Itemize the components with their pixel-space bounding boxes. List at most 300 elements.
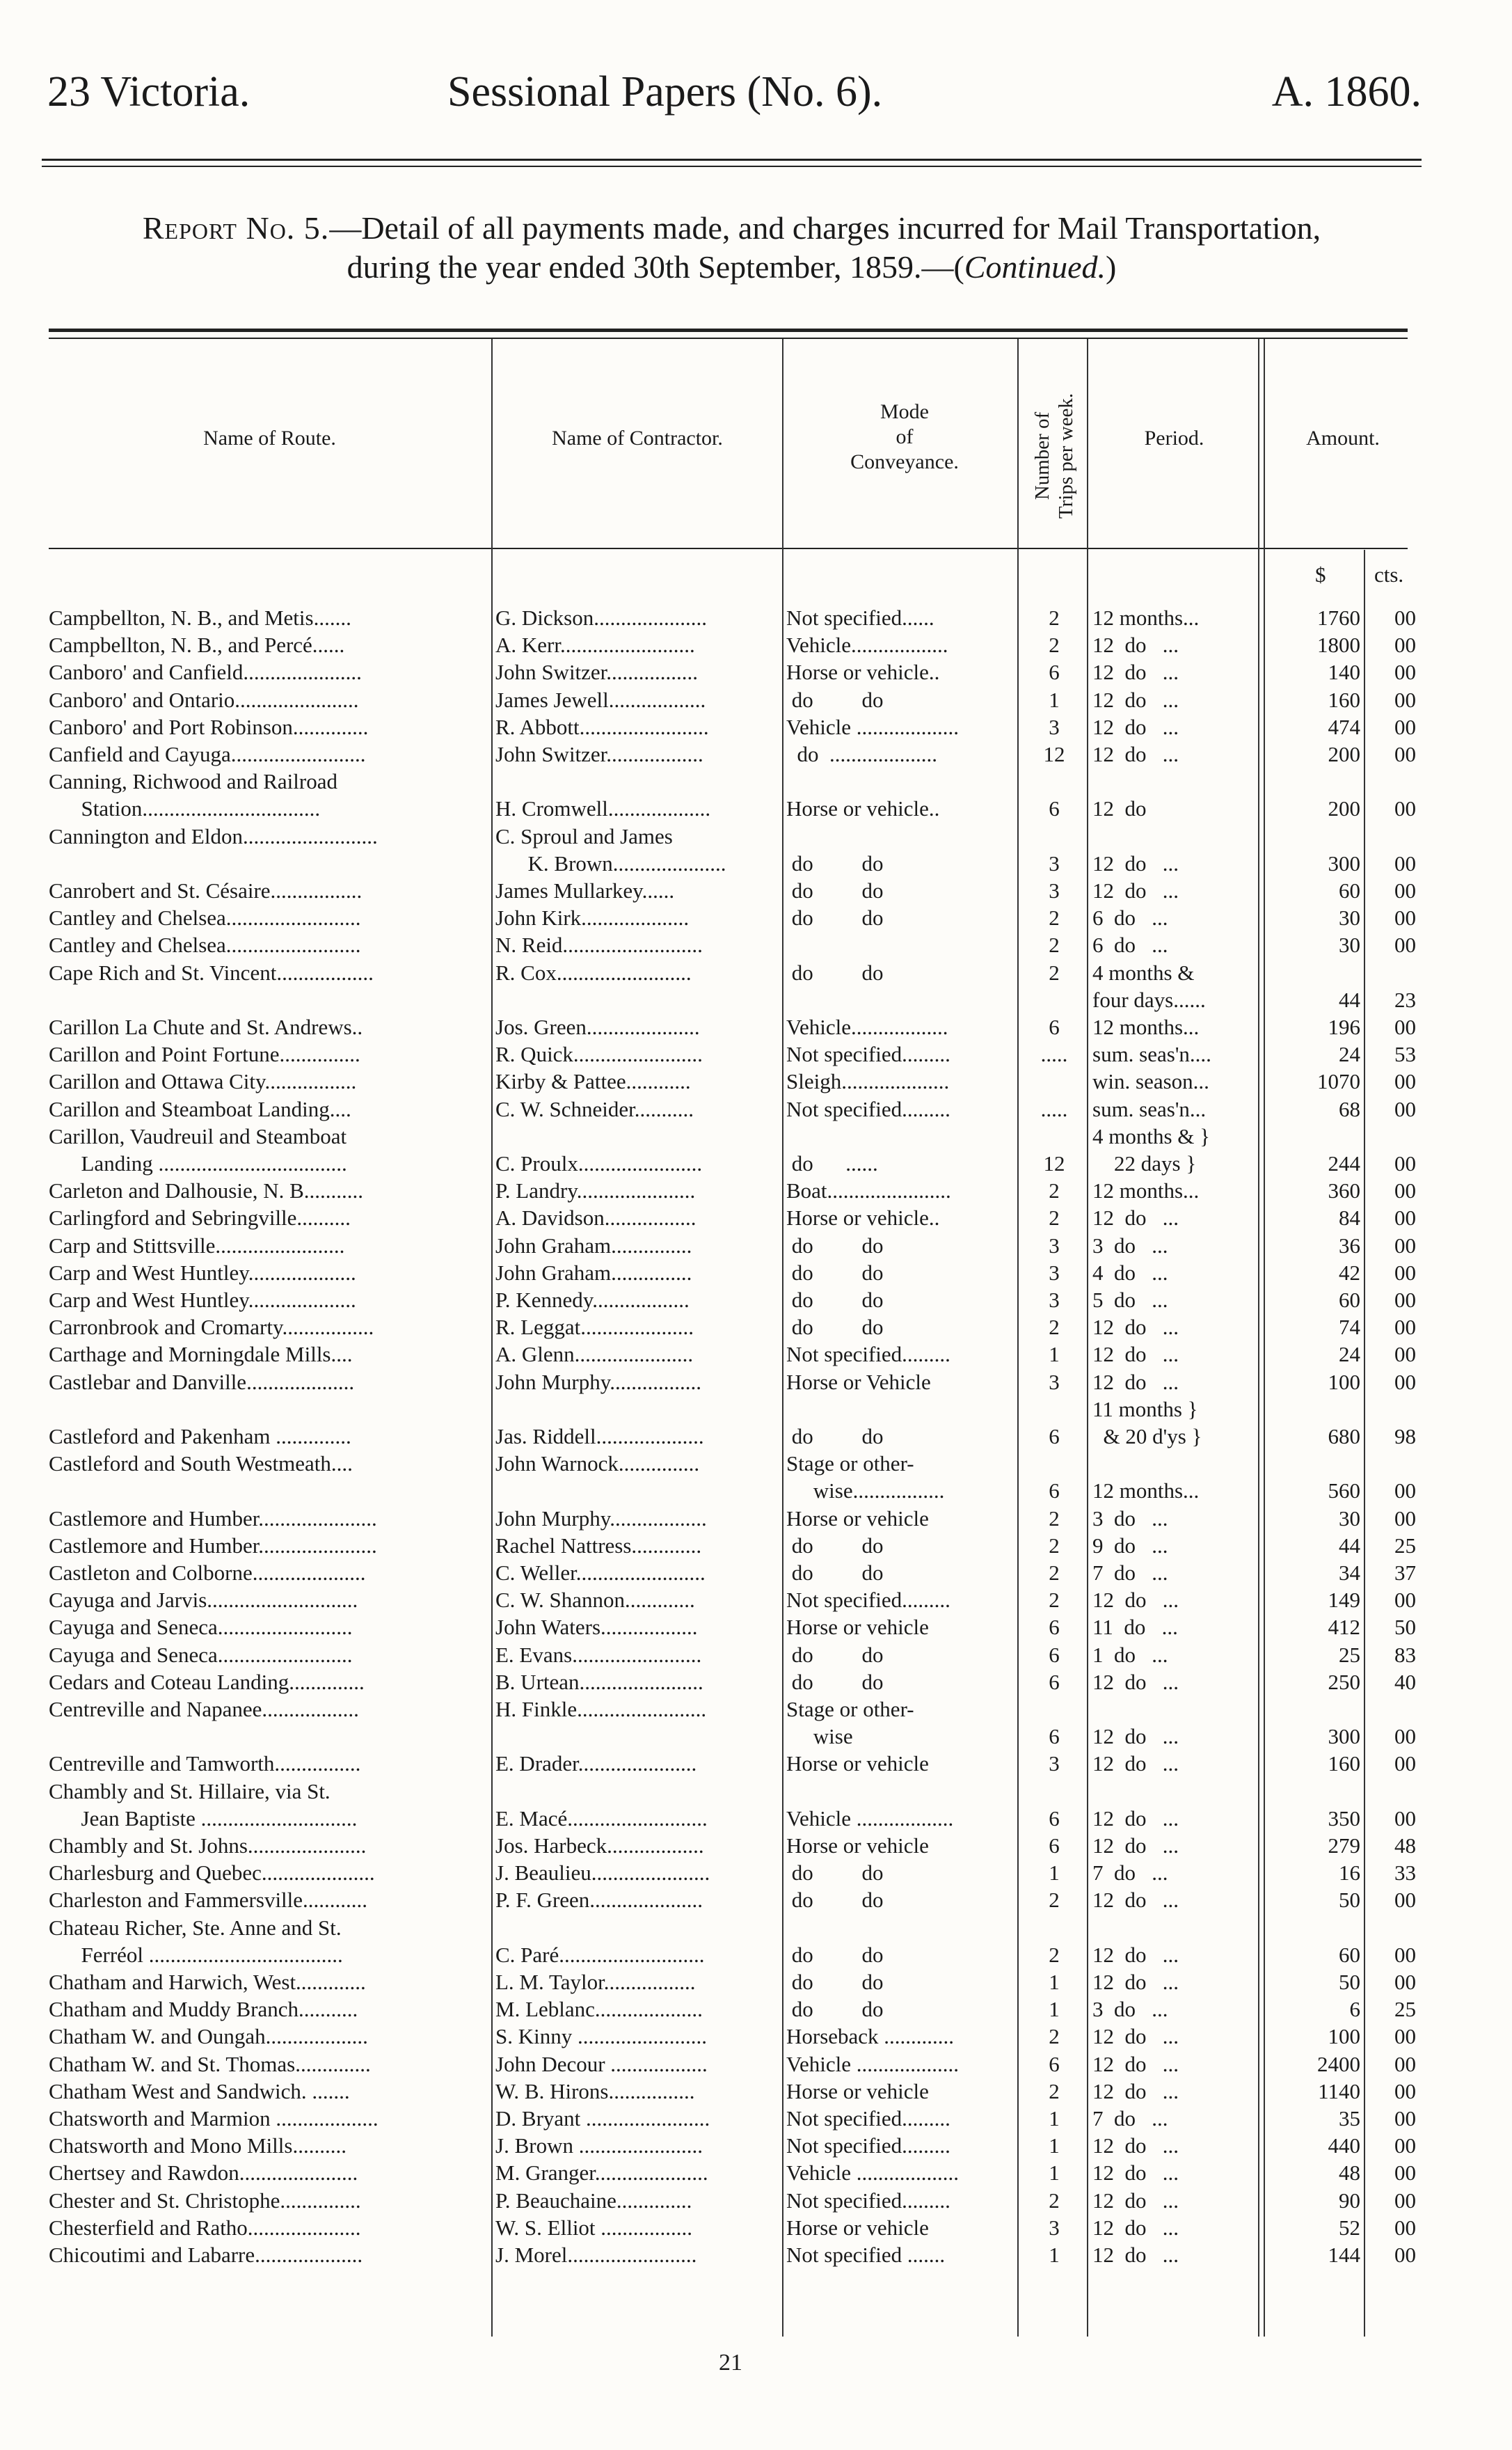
cell-contractor: B. Urtean....................... xyxy=(495,1669,703,1694)
cell-dollars: 1070 xyxy=(1317,1069,1360,1094)
cell-dollars: 300 xyxy=(1328,1724,1360,1749)
cell-mode: do do xyxy=(786,1260,884,1285)
cell-route: Centreville and Tamworth................ xyxy=(49,1751,361,1776)
cell-cents: 53 xyxy=(1394,1042,1416,1067)
cell-period: 12 do ... xyxy=(1092,1942,1179,1967)
running-header xyxy=(33,64,1422,120)
cell-dollars: 1140 xyxy=(1318,2078,1360,2103)
cell-trips: 1 xyxy=(1049,2243,1060,2267)
cell-route: Cannington and Eldon......................... xyxy=(49,823,378,848)
cell-period: 12 months... xyxy=(1092,1478,1200,1503)
cell-cents: 00 xyxy=(1394,1315,1416,1340)
cell-cents: 00 xyxy=(1394,606,1416,630)
table-row xyxy=(0,1477,1512,1504)
cell-dollars: 244 xyxy=(1328,1151,1360,1176)
cell-trips: 2 xyxy=(1049,606,1060,630)
cell-route: Chatham West and Sandwich. ....... xyxy=(49,2078,350,2103)
cell-route: Canfield and Cayuga......................... xyxy=(49,742,366,766)
cell-trips: 3 xyxy=(1049,1369,1060,1394)
cell-cents: 00 xyxy=(1394,1069,1416,1094)
cell-dollars: 279 xyxy=(1328,1833,1360,1858)
mode-header-line-1: Mode xyxy=(880,400,929,423)
cell-dollars: 250 xyxy=(1328,1669,1360,1694)
cell-dollars: 50 xyxy=(1339,1888,1360,1913)
cell-cents: 00 xyxy=(1394,1015,1416,1039)
cell-period: 12 months... xyxy=(1092,1015,1200,1039)
column-header-mode xyxy=(786,400,1023,475)
cell-cents: 00 xyxy=(1394,2243,1416,2267)
cell-period: 6 do ... xyxy=(1092,906,1168,931)
cell-contractor: John Graham............... xyxy=(495,1260,692,1285)
cell-dollars: 680 xyxy=(1328,1424,1360,1448)
cell-cents: 00 xyxy=(1394,2188,1416,2213)
cell-dollars: 60 xyxy=(1339,1942,1360,1967)
cell-route: Cantley and Chelsea......................... xyxy=(49,906,361,931)
table-row xyxy=(0,1886,1512,1913)
cell-cents: 00 xyxy=(1394,906,1416,931)
cell-trips: 2 xyxy=(1049,960,1060,985)
cell-route: Castlemore and Humber...................... xyxy=(49,1505,377,1531)
table-row xyxy=(0,741,1512,768)
header-year: A. 1860. xyxy=(1271,68,1422,116)
title-line-1 xyxy=(42,209,1422,248)
table-row xyxy=(0,904,1512,931)
cell-contractor: James Jewell.................. xyxy=(495,687,706,712)
cell-dollars: 149 xyxy=(1328,1588,1360,1613)
cell-period: 12 do ... xyxy=(1092,2160,1179,2186)
cell-route: Chatham W. and St. Thomas.............. xyxy=(49,2051,371,2076)
cell-cents: 00 xyxy=(1394,1970,1416,1994)
cell-trips: 6 xyxy=(1049,1669,1060,1694)
cell-trips: 2 xyxy=(1049,1888,1060,1913)
cell-period: four days...... xyxy=(1092,987,1206,1012)
cell-contractor: H. Cromwell................... xyxy=(495,796,711,821)
table-row xyxy=(0,986,1512,1013)
cell-cents: 00 xyxy=(1394,1342,1416,1367)
cell-trips: 2 xyxy=(1049,1178,1060,1203)
cell-dollars: 200 xyxy=(1328,796,1360,821)
table-row xyxy=(0,1778,1512,1805)
cell-contractor: P. Landry...................... xyxy=(495,1178,696,1203)
cell-period: 4 months & } xyxy=(1092,1123,1211,1148)
cell-mode: do do xyxy=(786,1424,884,1448)
cell-trips: 1 xyxy=(1049,1342,1060,1367)
cell-trips: 6 xyxy=(1049,1724,1060,1749)
cell-dollars: 6 xyxy=(1349,1997,1360,2022)
cell-trips: 6 xyxy=(1049,1642,1060,1667)
cell-cents: 00 xyxy=(1394,2133,1416,2158)
cell-mode: do .................... xyxy=(786,742,937,766)
cell-trips: 1 xyxy=(1049,1997,1060,2022)
cell-contractor: P. F. Green..................... xyxy=(495,1888,703,1913)
cell-period: 12 do ... xyxy=(1092,1369,1179,1394)
continued-label: Continued. xyxy=(964,249,1106,285)
table-row xyxy=(0,1068,1512,1095)
page-number: 21 xyxy=(719,2350,742,2376)
cell-cents: 00 xyxy=(1394,742,1416,766)
cell-period: 5 do ... xyxy=(1092,1288,1168,1312)
cell-route: Carillon La Chute and St. Andrews.. xyxy=(49,1015,363,1039)
cell-trips: 1 xyxy=(1049,2133,1060,2158)
cell-period: 12 months... xyxy=(1092,1178,1200,1203)
cell-route: Ferréol .................................... xyxy=(49,1942,343,1967)
cell-period: 12 do ... xyxy=(1092,1970,1179,1994)
cell-route: Station................................. xyxy=(49,796,321,821)
title-close: ) xyxy=(1106,249,1117,285)
table-row xyxy=(0,2105,1512,2132)
cell-trips: 1 xyxy=(1049,2160,1060,2186)
cell-cents: 00 xyxy=(1394,1260,1416,1285)
cell-trips: 3 xyxy=(1049,1751,1060,1776)
cell-route: Campbellton, N. B., and Percé...... xyxy=(49,633,345,658)
table-row xyxy=(0,686,1512,713)
cell-contractor: J. Beaulieu...................... xyxy=(495,1860,710,1886)
header-series: Sessional Papers (No. 6). xyxy=(447,68,883,116)
cell-period: 12 do ... xyxy=(1092,2024,1179,2049)
cell-contractor: Kirby & Pattee............ xyxy=(495,1069,691,1094)
table-row xyxy=(0,1150,1512,1177)
cell-contractor: R. Cox......................... xyxy=(495,960,692,985)
table-row xyxy=(0,1286,1512,1313)
cell-period: 7 do ... xyxy=(1092,1860,1168,1886)
cell-dollars: 52 xyxy=(1339,2215,1360,2240)
cell-contractor: Jos. Harbeck.................. xyxy=(495,1833,704,1858)
cell-dollars: 35 xyxy=(1339,2106,1360,2131)
cell-route: Charlesburg and Quebec..................... xyxy=(49,1860,375,1886)
cell-mode: Horse or vehicle xyxy=(786,1751,929,1776)
cell-mode: Vehicle .................. xyxy=(786,1805,954,1831)
cell-dollars: 74 xyxy=(1339,1315,1360,1340)
cell-mode: Horse or vehicle xyxy=(786,1833,929,1858)
cell-route: Chatham and Muddy Branch........... xyxy=(49,1997,358,2022)
cell-route: Castlebar and Danville.................... xyxy=(49,1369,355,1394)
table-row xyxy=(0,1259,1512,1286)
cell-cents: 00 xyxy=(1394,796,1416,821)
cell-trips: 3 xyxy=(1049,851,1060,876)
cell-period: 3 do ... xyxy=(1092,1233,1168,1258)
mode-header-line-2: of xyxy=(896,425,914,448)
cell-cents: 00 xyxy=(1394,1588,1416,1613)
table-row xyxy=(0,1805,1512,1832)
cell-route: Chatham W. and Oungah................... xyxy=(49,2024,368,2049)
cell-contractor: John Switzer.................. xyxy=(495,742,703,766)
cell-trips: 2 xyxy=(1049,1533,1060,1558)
cell-mode: Vehicle.................. xyxy=(786,1015,948,1039)
table-row xyxy=(0,2078,1512,2105)
cell-trips: 6 xyxy=(1049,1015,1060,1039)
table-row xyxy=(0,768,1512,795)
column-header-amount: Amount. xyxy=(1306,427,1380,450)
table-row xyxy=(0,1096,1512,1123)
cell-contractor: E. Macé.......................... xyxy=(495,1805,708,1831)
cell-route: Chateau Richer, Ste. Anne and St. xyxy=(49,1915,342,1940)
cell-period: 12 do ... xyxy=(1092,2078,1179,2103)
table-row xyxy=(0,658,1512,686)
cell-contractor: R. Quick........................ xyxy=(495,1042,703,1067)
cell-dollars: 412 xyxy=(1328,1615,1360,1640)
cell-trips: 3 xyxy=(1049,1288,1060,1312)
cell-cents: 00 xyxy=(1394,2051,1416,2076)
header-rule-top xyxy=(42,159,1422,161)
cell-route: Carillon and Steamboat Landing.... xyxy=(49,1096,351,1121)
cell-trips: 2 xyxy=(1049,1206,1060,1231)
cell-route: Carillon and Point Fortune............... xyxy=(49,1042,360,1067)
cell-dollars: 2400 xyxy=(1317,2051,1360,2076)
table-row xyxy=(0,2187,1512,2214)
table-row xyxy=(0,2050,1512,2078)
cell-route: Cayuga and Jarvis............................ xyxy=(49,1588,358,1613)
table-row xyxy=(0,877,1512,904)
table-row xyxy=(0,1559,1512,1586)
cell-route: Carleton and Dalhousie, N. B........... xyxy=(49,1178,364,1203)
table-row xyxy=(0,1532,1512,1559)
cell-contractor: J. Brown ....................... xyxy=(495,2133,703,2158)
cell-cents: 00 xyxy=(1394,2106,1416,2131)
cell-contractor: L. M. Taylor................. xyxy=(495,1970,696,1994)
cell-contractor: C. Proulx....................... xyxy=(495,1151,703,1176)
cell-contractor: W. B. Hirons................ xyxy=(495,2078,695,2103)
table-rule-top-thin xyxy=(49,338,1408,339)
cell-cents: 00 xyxy=(1394,1233,1416,1258)
cell-mode: Not specified...... xyxy=(786,606,934,630)
cell-cents: 00 xyxy=(1394,2078,1416,2103)
cell-dollars: 25 xyxy=(1339,1642,1360,1667)
cell-route: Canrobert and St. Césaire................. xyxy=(49,878,363,903)
cell-cents: 00 xyxy=(1394,1288,1416,1312)
table-row xyxy=(0,795,1512,822)
cell-period: sum. seas'n... xyxy=(1092,1096,1207,1121)
cell-route: Carlingford and Sebringville.......... xyxy=(49,1206,351,1231)
cell-dollars: 42 xyxy=(1339,1260,1360,1285)
cell-dollars: 196 xyxy=(1328,1015,1360,1039)
cell-cents: 00 xyxy=(1394,2215,1416,2240)
table-row xyxy=(0,1750,1512,1777)
cell-period: 7 do ... xyxy=(1092,1560,1168,1585)
title-text-2: during the year ended 30th September, 1859.—( xyxy=(347,249,964,285)
cell-trips: 2 xyxy=(1049,633,1060,658)
table-row xyxy=(0,1613,1512,1641)
table-rule-top xyxy=(49,329,1408,332)
cell-period: 12 do ... xyxy=(1092,660,1179,685)
cell-period: 12 do ... xyxy=(1092,1315,1179,1340)
cell-period: 12 do ... xyxy=(1092,1724,1179,1749)
cell-period: 12 do ... xyxy=(1092,1888,1179,1913)
cell-contractor: John Decour .................. xyxy=(495,2051,708,2076)
cell-mode: Not specified......... xyxy=(786,1342,950,1367)
cell-mode: do do xyxy=(786,1315,884,1340)
dollars-unit: $ xyxy=(1315,562,1326,587)
cell-cents: 50 xyxy=(1394,1615,1416,1640)
cell-trips: 2 xyxy=(1049,1942,1060,1967)
cell-mode: do do xyxy=(786,1860,884,1886)
cell-cents: 40 xyxy=(1394,1669,1416,1694)
column-header-period: Period. xyxy=(1144,427,1204,450)
cell-route: Carronbrook and Cromarty................. xyxy=(49,1315,374,1340)
cell-cents: 00 xyxy=(1394,714,1416,739)
cell-trips: 12 xyxy=(1043,742,1065,766)
cell-route: Castlemore and Humber...................... xyxy=(49,1533,377,1558)
cell-mode: Horse or vehicle xyxy=(786,2078,929,2103)
table-row xyxy=(0,1177,1512,1204)
cell-trips: 6 xyxy=(1049,796,1060,821)
table-row xyxy=(0,1450,1512,1477)
table-row xyxy=(0,850,1512,877)
column-header-trips xyxy=(1023,362,1085,550)
table-row xyxy=(0,959,1512,986)
cell-dollars: 24 xyxy=(1339,1342,1360,1367)
cell-mode: Horse or vehicle xyxy=(786,1615,929,1640)
cell-dollars: 30 xyxy=(1339,1505,1360,1531)
table-row xyxy=(0,2241,1512,2268)
header-volume: 23 Victoria. xyxy=(47,68,250,116)
table-row xyxy=(0,2159,1512,2186)
cell-dollars: 50 xyxy=(1339,1970,1360,1994)
cell-mode: do do xyxy=(786,1888,884,1913)
cell-trips: ..... xyxy=(1040,1042,1068,1067)
column-header-route: Name of Route. xyxy=(203,427,336,450)
cell-contractor: John Waters.................. xyxy=(495,1615,698,1640)
title-text-1: —Detail of all payments made, and charges incurred for Mail Transportation, xyxy=(329,210,1321,246)
cell-period: 12 do ... xyxy=(1092,878,1179,903)
cell-cents: 00 xyxy=(1394,2160,1416,2186)
table-row xyxy=(0,1204,1512,1231)
cell-contractor: W. S. Elliot ................. xyxy=(495,2215,693,2240)
cell-period: 12 do ... xyxy=(1092,1833,1179,1858)
title-line-2 xyxy=(42,248,1422,287)
cell-contractor: E. Evans........................ xyxy=(495,1642,702,1667)
cell-trips: 2 xyxy=(1049,933,1060,958)
cell-period: 12 do xyxy=(1092,796,1147,821)
cell-dollars: 44 xyxy=(1339,1533,1360,1558)
cell-route: Cedars and Coteau Landing.............. xyxy=(49,1669,365,1694)
cell-trips: 2 xyxy=(1049,906,1060,931)
cell-trips: 1 xyxy=(1049,1860,1060,1886)
cell-dollars: 36 xyxy=(1339,1233,1360,1258)
cell-period: 12 do ... xyxy=(1092,742,1179,766)
cell-mode: Boat....................... xyxy=(786,1178,951,1203)
cell-route: Castleford and South Westmeath.... xyxy=(49,1451,353,1476)
cell-cents: 00 xyxy=(1394,1751,1416,1776)
cell-contractor: C. Sproul and James xyxy=(495,823,673,848)
cell-trips: 3 xyxy=(1049,1233,1060,1258)
cell-mode: Sleigh.................... xyxy=(786,1069,950,1094)
report-title xyxy=(42,209,1422,287)
cell-dollars: 474 xyxy=(1328,714,1360,739)
cell-contractor: John Kirk.................... xyxy=(495,906,690,931)
cell-trips: 2 xyxy=(1049,2078,1060,2103)
header-rule-bottom xyxy=(42,166,1422,167)
cell-trips: 3 xyxy=(1049,2215,1060,2240)
table-row xyxy=(0,1123,1512,1150)
table-row xyxy=(0,1668,1512,1696)
cell-mode: do do xyxy=(786,960,884,985)
cell-period: 4 do ... xyxy=(1092,1260,1168,1285)
cell-contractor: C. W. Shannon............. xyxy=(495,1588,695,1613)
cell-period: 12 do ... xyxy=(1092,2243,1179,2267)
cell-contractor: R. Abbott........................ xyxy=(495,714,709,739)
table-row xyxy=(0,1914,1512,1941)
cell-trips: 6 xyxy=(1049,2051,1060,2076)
cell-route: Canboro' and Canfield...................... xyxy=(49,660,362,685)
cell-contractor: M. Leblanc.................... xyxy=(495,1997,703,2022)
cell-period: win. season... xyxy=(1092,1069,1209,1094)
cell-contractor: P. Beauchaine.............. xyxy=(495,2188,692,2213)
cell-cents: 25 xyxy=(1394,1533,1416,1558)
cell-route: Cayuga and Seneca......................... xyxy=(49,1615,353,1640)
cell-period: 12 do ... xyxy=(1092,1342,1179,1367)
cell-cents: 00 xyxy=(1394,1805,1416,1831)
table-row xyxy=(0,1423,1512,1450)
cell-period: 12 do ... xyxy=(1092,1751,1179,1776)
cell-cents: 00 xyxy=(1394,851,1416,876)
cell-period: 4 months & xyxy=(1092,960,1195,985)
cell-period: 11 do ... xyxy=(1092,1615,1178,1640)
table-row xyxy=(0,1696,1512,1723)
cell-period: 12 do ... xyxy=(1092,2215,1179,2240)
cell-period: 12 do ... xyxy=(1092,1669,1179,1694)
cell-mode: wise................. xyxy=(786,1478,945,1503)
table-row xyxy=(0,931,1512,958)
cell-trips: 2 xyxy=(1049,1588,1060,1613)
column-header-contractor: Name of Contractor. xyxy=(552,427,723,450)
cell-contractor: P. Kennedy.................. xyxy=(495,1288,690,1312)
cell-contractor: John Murphy................. xyxy=(495,1369,701,1394)
cell-trips: 2 xyxy=(1049,2188,1060,2213)
cell-route: Chicoutimi and Labarre.................... xyxy=(49,2243,363,2267)
table-row xyxy=(0,823,1512,850)
cell-trips: 1 xyxy=(1049,687,1060,712)
cell-route: Chester and St. Christophe............... xyxy=(49,2188,361,2213)
table-row xyxy=(0,631,1512,658)
cell-period: 9 do ... xyxy=(1092,1533,1168,1558)
cell-contractor: John Murphy.................. xyxy=(495,1505,707,1531)
table-row xyxy=(0,1723,1512,1750)
table-row xyxy=(0,1641,1512,1668)
cell-period: 12 do ... xyxy=(1092,714,1179,739)
cell-cents: 83 xyxy=(1394,1642,1416,1667)
header-bottom-rule xyxy=(49,548,1408,549)
cell-cents: 00 xyxy=(1394,1369,1416,1394)
cell-dollars: 60 xyxy=(1339,1288,1360,1312)
cell-trips: 2 xyxy=(1049,1505,1060,1531)
table-row xyxy=(0,1859,1512,1886)
cell-route: Canning, Richwood and Railroad xyxy=(49,769,337,794)
cell-mode: Not specified......... xyxy=(786,2133,950,2158)
cell-cents: 00 xyxy=(1394,1206,1416,1231)
cell-route: Carthage and Morningdale Mills.... xyxy=(49,1342,353,1367)
trips-header-line-1: Number of xyxy=(1031,411,1053,500)
cell-cents: 00 xyxy=(1394,660,1416,685)
cell-mode: Not specified......... xyxy=(786,1588,950,1613)
cell-trips: 3 xyxy=(1049,1260,1060,1285)
cell-route: Carp and Stittsville........................ xyxy=(49,1233,345,1258)
cell-contractor: D. Bryant ....................... xyxy=(495,2106,710,2131)
cell-mode: do do xyxy=(786,1669,884,1694)
cell-route: Carillon and Ottawa City................. xyxy=(49,1069,357,1094)
cell-dollars: 60 xyxy=(1339,878,1360,903)
cell-mode: Horse or vehicle xyxy=(786,1505,929,1531)
cell-period: 22 days } xyxy=(1092,1151,1197,1176)
cell-contractor: John Switzer................. xyxy=(495,660,699,685)
table-row xyxy=(0,1832,1512,1859)
cell-dollars: 30 xyxy=(1339,906,1360,931)
cell-trips: 6 xyxy=(1049,1615,1060,1640)
cell-contractor: C. W. Schneider........... xyxy=(495,1096,694,1121)
cell-cents: 00 xyxy=(1394,1724,1416,1749)
cell-mode: Horseback ............. xyxy=(786,2024,955,2049)
table-row xyxy=(0,713,1512,741)
cell-mode: do do xyxy=(786,1642,884,1667)
